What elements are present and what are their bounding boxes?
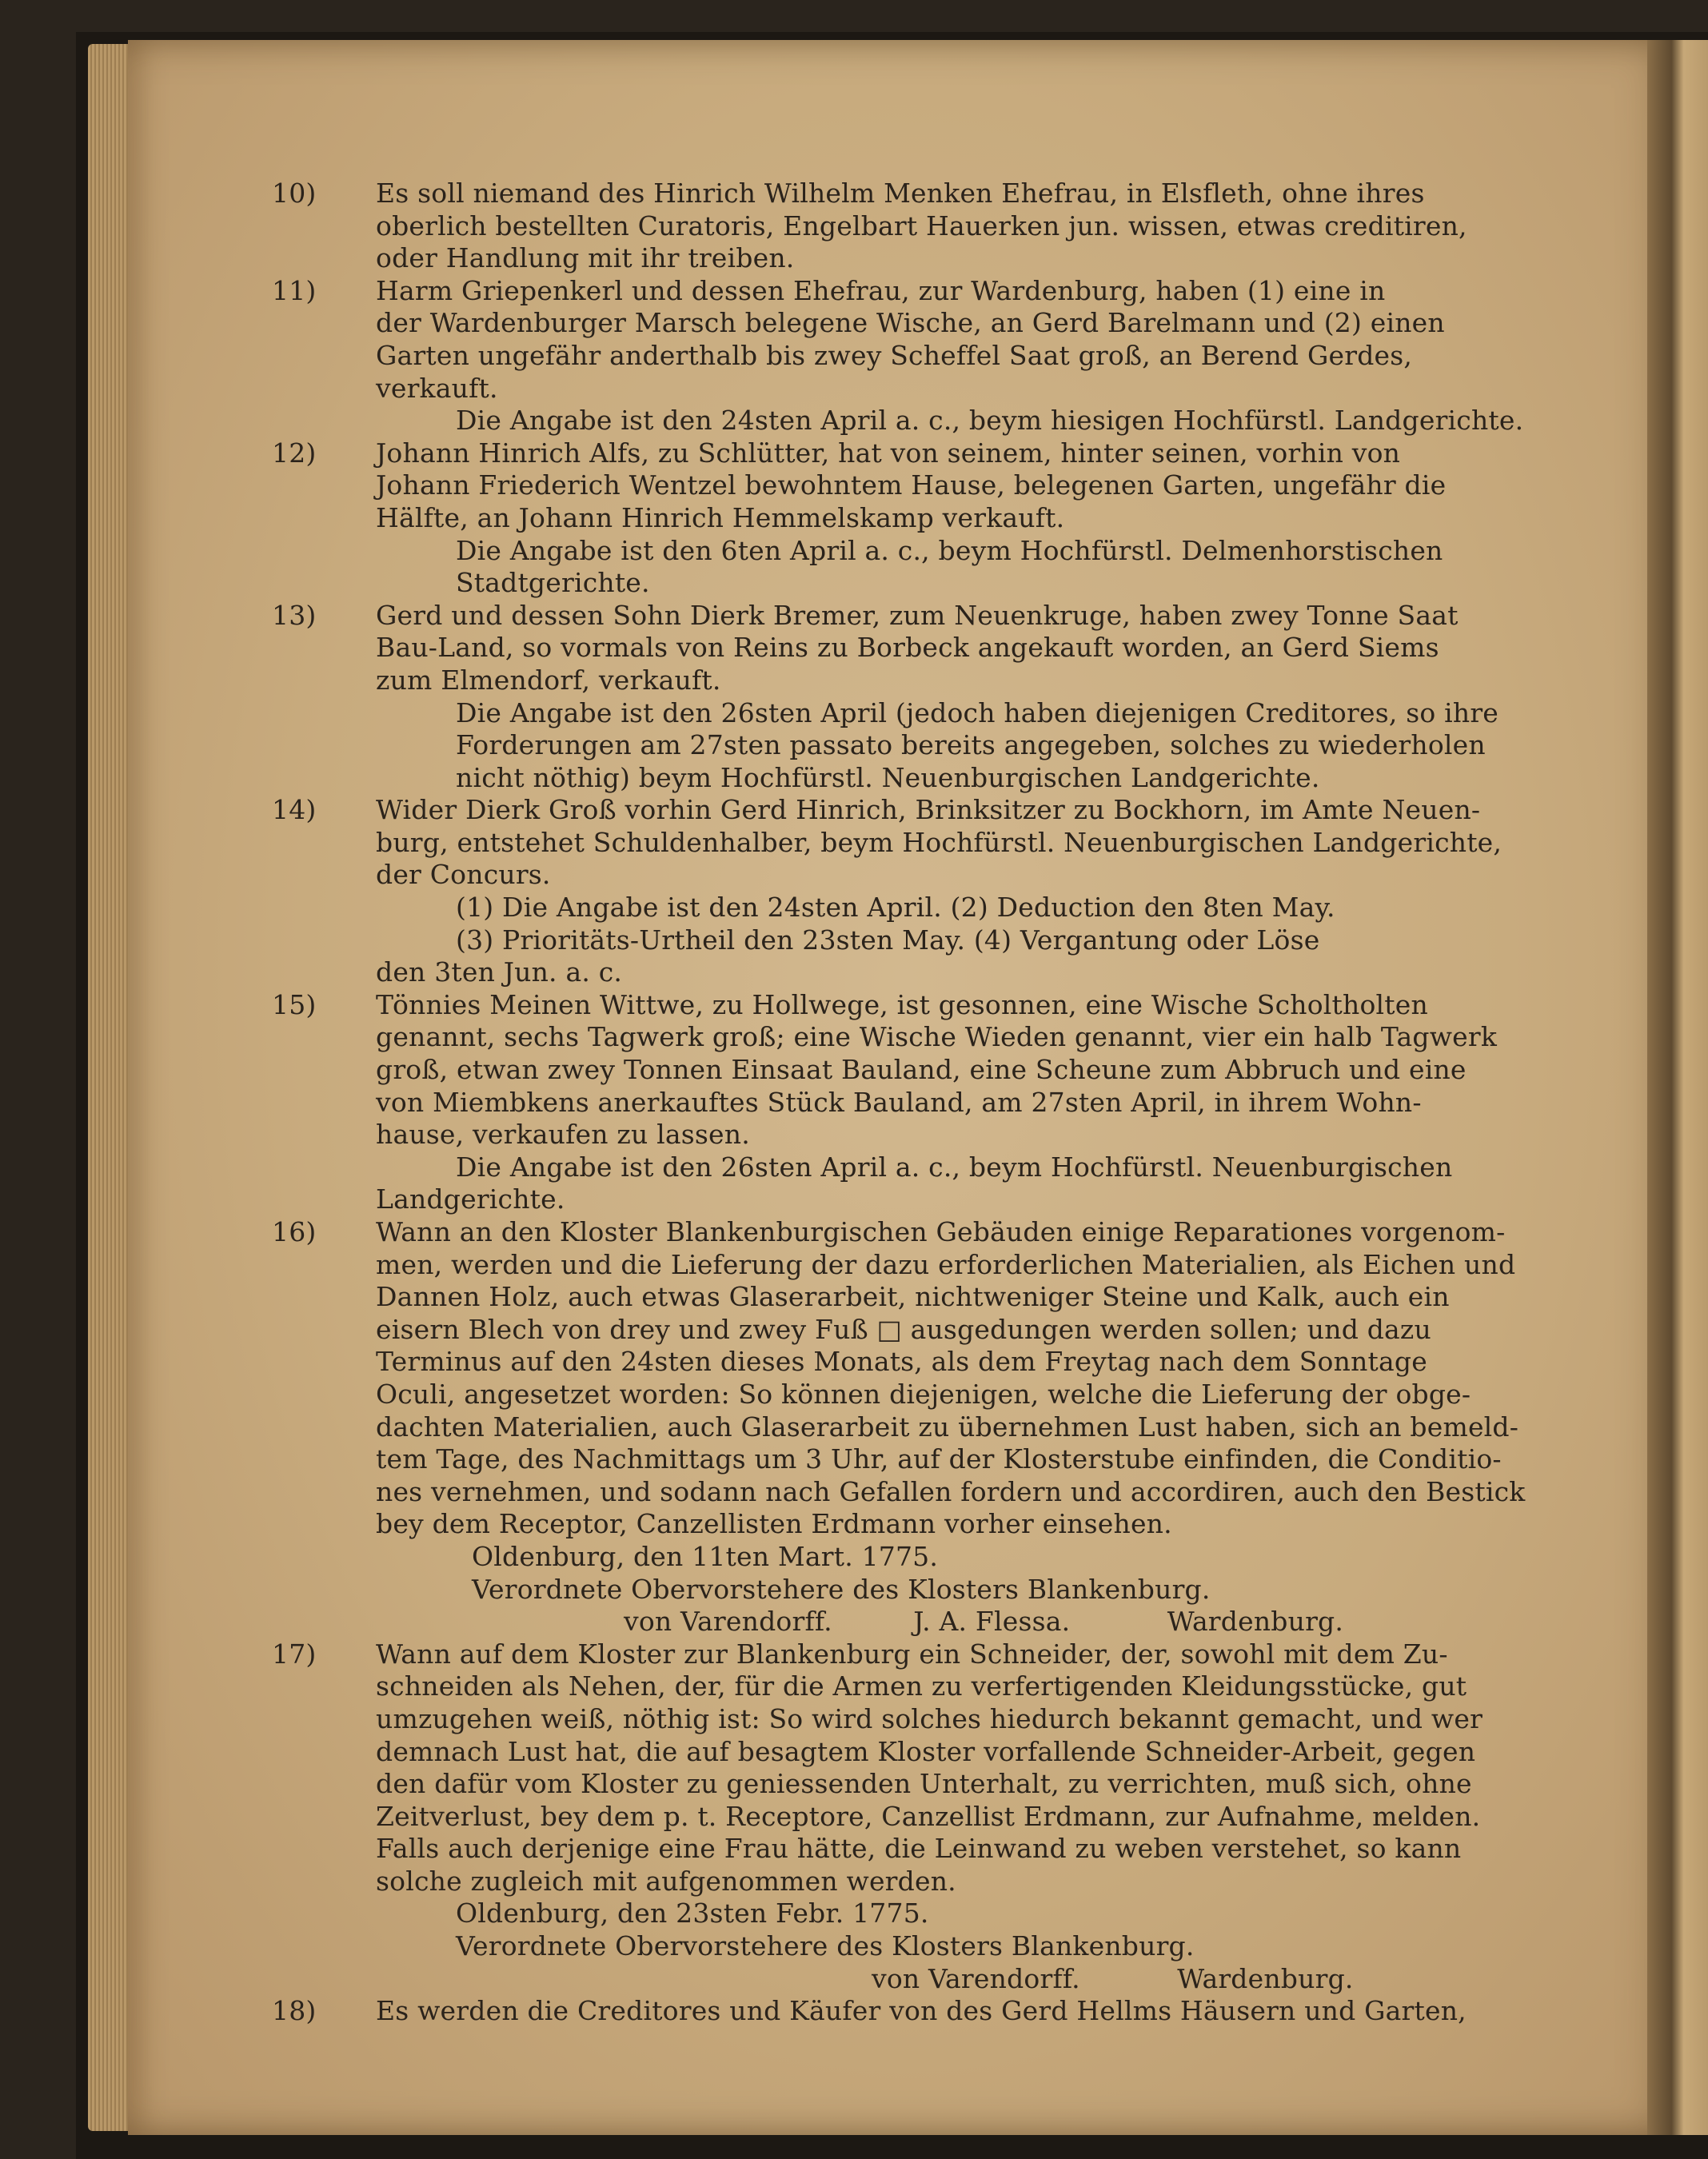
text-line: Falls auch derjenige eine Frau hätte, die Leinwand zu weben verstehet, so kann bbox=[376, 1833, 1462, 1865]
text-line: Tönnies Meinen Wittwe, zu Hollwege, ist gesonnen, eine Wische Scholtholten bbox=[376, 988, 1428, 1020]
entry-number: 18) bbox=[272, 1995, 317, 2027]
schedule-line: den 3ten Jun. a. c. bbox=[376, 956, 623, 988]
entry-10 bbox=[272, 178, 1559, 275]
text-line: Zeitverlust, bey dem p. t. Receptore, Canzellist Erdmann, zur Aufnahme, melden. bbox=[376, 1800, 1481, 1832]
text-line: von Miembkens anerkauftes Stück Bauland, am 27sten April, in ihrem Wohn- bbox=[376, 1086, 1422, 1118]
text-line: oder Handlung mit ihr treiben. bbox=[376, 242, 795, 274]
text-line: Johann Friederich Wentzel bewohntem Hause, belegenen Garten, ungefähr die bbox=[376, 469, 1447, 501]
page-text bbox=[272, 178, 1559, 2028]
text-line: Es werden die Creditores und Käufer von des Gerd Hellms Häusern und Garten, bbox=[376, 1995, 1467, 2027]
text-line: hause, verkaufen zu lassen. bbox=[376, 1119, 750, 1151]
filing-note: Forderungen am 27sten passato bereits angegeben, solches zu wiederholen bbox=[456, 729, 1486, 761]
text-line: Wider Dierk Groß vorhin Gerd Hinrich, Brinksitzer zu Bockhorn, im Amte Neuen- bbox=[376, 794, 1481, 826]
entry-17 bbox=[272, 1638, 1559, 1996]
entry-15 bbox=[272, 988, 1559, 1216]
filing-note: Die Angabe ist den 24sten April a. c., beym hiesigen Hochfürstl. Landgerichte. bbox=[456, 405, 1524, 437]
dateline: Oldenburg, den 11ten Mart. 1775. bbox=[472, 1540, 939, 1572]
text-line: tem Tage, des Nachmittags um 3 Uhr, auf der Klosterstube einfinden, die Conditio- bbox=[376, 1443, 1502, 1475]
text-line: genannt, sechs Tagwerk groß; eine Wische Wieden genannt, vier ein halb Tagwerk bbox=[376, 1021, 1498, 1053]
signoff: Verordnete Obervorstehere des Klosters Blankenburg. bbox=[456, 1930, 1195, 1962]
filing-note: Die Angabe ist den 26sten April a. c., beym Hochfürstl. Neuenburgischen bbox=[456, 1151, 1453, 1183]
schedule-line: (3) Prioritäts-Urtheil den 23sten May. (4) Vergantung oder Löse bbox=[456, 924, 1320, 956]
text-line: Oculi, angesetzet worden: So können diejenigen, welche die Lieferung der obge- bbox=[376, 1378, 1471, 1410]
text-line: Es soll niemand des Hinrich Wilhelm Menken Ehefrau, in Elsfleth, ohne ihres bbox=[376, 178, 1425, 209]
text-line: groß, etwan zwey Tonnen Einsaat Bauland, eine Scheune zum Abbruch und eine bbox=[376, 1054, 1467, 1086]
filing-note: nicht nöthig) beym Hochfürstl. Neuenburgischen Landgerichte. bbox=[456, 761, 1320, 793]
entry-number: 14) bbox=[272, 794, 317, 826]
signature: von Varendorff. bbox=[624, 1606, 832, 1638]
text-line: Garten ungefähr anderthalb bis zwey Scheffel Saat groß, an Berend Gerdes, bbox=[376, 339, 1413, 371]
text-line: Wann an den Kloster Blankenburgischen Gebäuden einige Reparationes vorgenom- bbox=[376, 1216, 1506, 1247]
text-line: zum Elmendorf, verkauft. bbox=[376, 664, 721, 696]
entry-18 bbox=[272, 1995, 1559, 2028]
text-line: den dafür vom Kloster zu geniessenden Unterhalt, zu verrichten, muß sich, ohne bbox=[376, 1768, 1472, 1800]
entry-number: 17) bbox=[272, 1638, 317, 1670]
entry-number: 16) bbox=[272, 1216, 317, 1247]
entry-14 bbox=[272, 794, 1559, 989]
text-line: Wann auf dem Kloster zur Blankenburg ein Schneider, der, sowohl mit dem Zu- bbox=[376, 1638, 1448, 1670]
text-line: men, werden und die Lieferung der dazu erforderlichen Materialien, als Eichen und bbox=[376, 1248, 1516, 1280]
filing-note: Landgerichte. bbox=[376, 1183, 565, 1215]
signature: J. A. Flessa. bbox=[913, 1606, 1071, 1638]
text-line: Hälfte, an Johann Hinrich Hemmelskamp verkauft. bbox=[376, 501, 1065, 533]
entry-number: 10) bbox=[272, 178, 317, 209]
text-line: bey dem Receptor, Canzellisten Erdmann vorher einsehen. bbox=[376, 1508, 1172, 1540]
filing-note: Die Angabe ist den 6ten April a. c., beym Hochfürstl. Delmenhorstischen bbox=[456, 534, 1443, 566]
entry-16 bbox=[272, 1216, 1559, 1638]
schedule-line: (1) Die Angabe ist den 24sten April. (2) Deduction den 8ten May. bbox=[456, 892, 1335, 924]
text-line: Johann Hinrich Alfs, zu Schlütter, hat von seinem, hinter seinen, vorhin von bbox=[376, 437, 1401, 469]
signature: Wardenburg. bbox=[1177, 1962, 1354, 1994]
text-line: eisern Blech von drey und zwey Fuß □ ausgedungen werden sollen; und dazu bbox=[376, 1313, 1431, 1345]
text-line: verkauft. bbox=[376, 372, 498, 404]
text-line: Gerd und dessen Sohn Dierk Bremer, zum Neuenkruge, haben zwey Tonne Saat bbox=[376, 599, 1459, 631]
text-line: Harm Griepenkerl und dessen Ehefrau, zur Wardenburg, haben (1) eine in bbox=[376, 274, 1386, 306]
entry-number: 11) bbox=[272, 274, 317, 306]
filing-note: Stadtgerichte. bbox=[456, 567, 650, 599]
text-line: nes vernehmen, und sodann nach Gefallen fordern und accordiren, auch den Bestick bbox=[376, 1475, 1526, 1507]
signature-line bbox=[376, 1963, 1559, 1996]
entry-number: 15) bbox=[272, 988, 317, 1020]
text-line: der Concurs. bbox=[376, 859, 551, 891]
signoff: Verordnete Obervorstehere des Klosters Blankenburg. bbox=[472, 1573, 1211, 1605]
entry-12 bbox=[272, 437, 1559, 600]
entry-number: 13) bbox=[272, 599, 317, 631]
text-line: Bau-Land, so vormals von Reins zu Borbeck angekauft worden, an Gerd Siems bbox=[376, 632, 1439, 664]
text-line: demnach Lust hat, die auf besagtem Kloster vorfallende Schneider-Arbeit, gegen bbox=[376, 1735, 1476, 1767]
text-line: umzugehen weiß, nöthig ist: So wird solches hiedurch bekannt gemacht, und wer bbox=[376, 1702, 1483, 1734]
signature: von Varendorff. bbox=[872, 1962, 1080, 1994]
filing-note: Die Angabe ist den 26sten April (jedoch haben diejenigen Creditores, so ihre bbox=[456, 696, 1499, 728]
text-line: dachten Materialien, auch Glaserarbeit zu übernehmen Lust haben, sich an bemeld- bbox=[376, 1411, 1519, 1443]
text-line: solche zugleich mit aufgenommen werden. bbox=[376, 1865, 956, 1897]
book-gutter bbox=[1647, 40, 1708, 2135]
dateline: Oldenburg, den 23sten Febr. 1775. bbox=[456, 1898, 929, 1930]
entry-number: 12) bbox=[272, 437, 317, 469]
text-line: schneiden als Nehen, der, für die Armen zu verfertigenden Kleidungsstücke, gut bbox=[376, 1670, 1467, 1702]
entry-11 bbox=[272, 274, 1559, 437]
entry-13 bbox=[272, 599, 1559, 795]
text-line: oberlich bestellten Curatoris, Engelbart Hauerken jun. wissen, etwas creditiren, bbox=[376, 210, 1467, 241]
text-line: der Wardenburger Marsch belegene Wische, an Gerd Barelmann und (2) einen bbox=[376, 307, 1445, 339]
signature-line bbox=[376, 1606, 1559, 1638]
text-line: burg, entstehet Schuldenhalber, beym Hochfürstl. Neuenburgischen Landgerichte, bbox=[376, 826, 1502, 858]
signature: Wardenburg. bbox=[1167, 1606, 1344, 1638]
text-line: Dannen Holz, auch etwas Glaserarbeit, nichtweniger Steine und Kalk, auch ein bbox=[376, 1281, 1450, 1313]
text-line: Terminus auf den 24sten dieses Monats, als dem Freytag nach dem Sonntage bbox=[376, 1346, 1427, 1378]
